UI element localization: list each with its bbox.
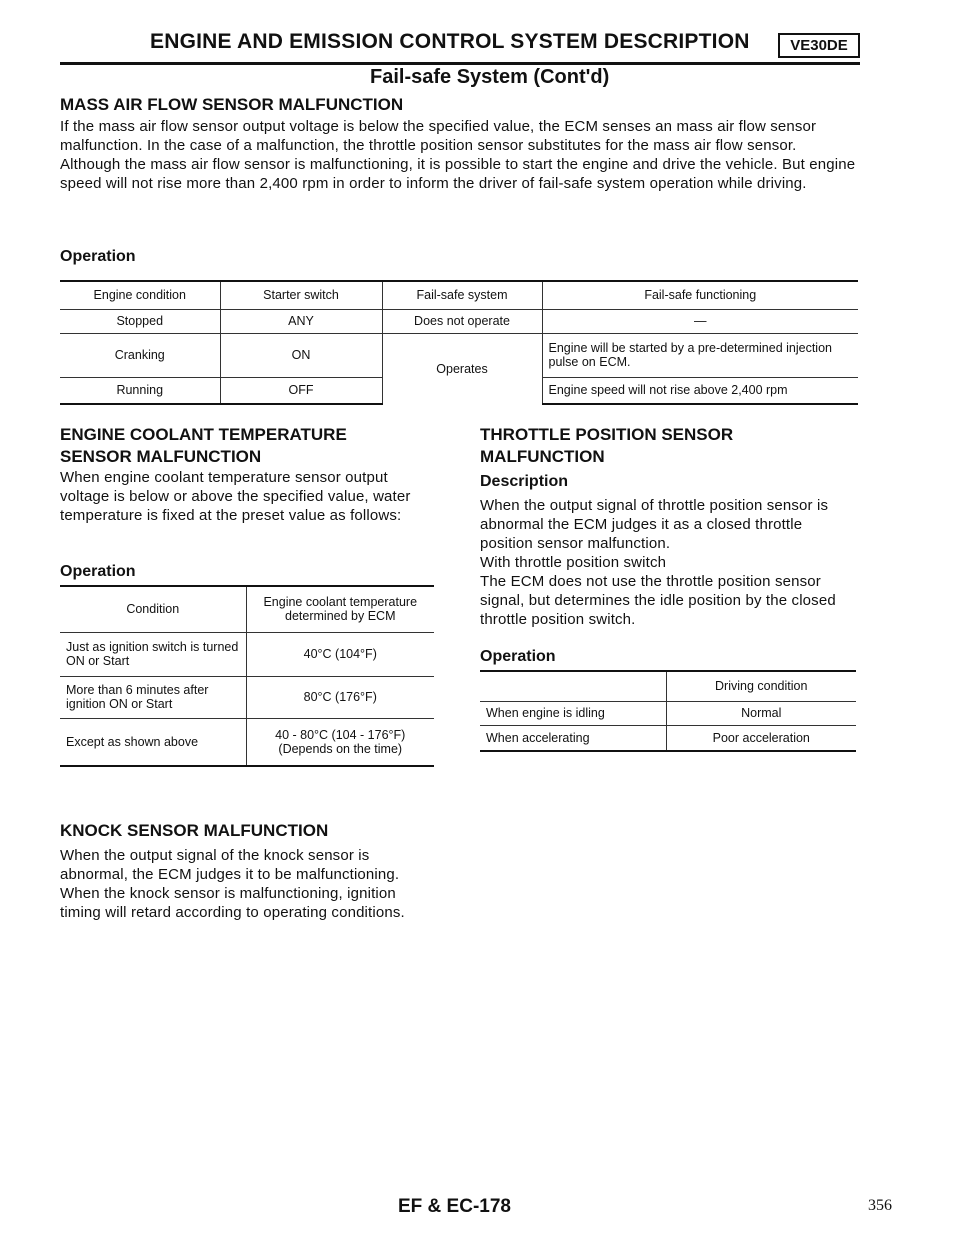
table-cell: Cranking xyxy=(60,333,220,377)
tps-body xyxy=(480,496,858,629)
tps-paragraph-3: The ECM does not use the throttle position sensor signal, but determines the idle position by the closed throttle position switch. xyxy=(480,573,836,628)
table-cell: Poor acceleration xyxy=(666,725,856,751)
table-cell: Engine will be started by a pre-determined injection pulse on ECM. xyxy=(542,333,858,377)
table-row xyxy=(480,701,856,725)
table-row xyxy=(60,333,858,377)
tps-paragraph-2: With throttle position switch xyxy=(480,554,667,571)
tps-heading xyxy=(480,424,733,468)
ect-paragraph: When engine coolant temperature sensor output voltage is below or above the specified value, water temperature is fixed at the preset value as follows: xyxy=(60,469,411,524)
table-cell: When accelerating xyxy=(480,725,666,751)
table-cell: When engine is idling xyxy=(480,701,666,725)
page-subtitle: Fail-safe System (Cont'd) xyxy=(370,66,610,88)
ect-heading-line-1: ENGINE COOLANT TEMPERATURE xyxy=(60,425,347,444)
table-row xyxy=(60,309,858,333)
tps-operation-heading: Operation xyxy=(480,648,556,665)
table-row xyxy=(60,632,434,676)
maf-heading: MASS AIR FLOW SENSOR MALFUNCTION xyxy=(60,95,404,114)
table-cell: — xyxy=(542,309,858,333)
maf-paragraph-1: If the mass air flow sensor output voltage is below the specified value, the ECM senses an mass air flow sensor malfunction. In the case of a malfunction, the throttle position sensor substitutes for the mass air flow sensor. xyxy=(60,118,817,154)
maf-operation-table xyxy=(60,280,858,405)
table-cell: Running xyxy=(60,377,220,404)
table-cell: Except as shown above xyxy=(60,718,246,766)
ect-heading xyxy=(60,424,347,468)
table-cell: Normal xyxy=(666,701,856,725)
tps-heading-line-1: THROTTLE POSITION SENSOR xyxy=(480,425,734,444)
table-cell: More than 6 minutes after ignition ON or Start xyxy=(60,676,246,718)
table-cell: ON xyxy=(220,333,382,377)
table-cell: Engine speed will not rise above 2,400 rpm xyxy=(542,377,858,404)
table-header-cell: Fail-safe functioning xyxy=(542,281,858,309)
table-cell: 40 - 80°C (104 - 176°F) (Depends on the time) xyxy=(246,718,434,766)
table-cell: 80°C (176°F) xyxy=(246,676,434,718)
table-header-cell: Condition xyxy=(60,586,246,632)
header-rule xyxy=(60,62,860,65)
table-header-cell: Engine condition xyxy=(60,281,220,309)
tps-paragraph-1: When the output signal of throttle position sensor is abnormal the ECM judges it as a closed throttle position sensor malfunction. xyxy=(480,497,829,552)
maf-operation-heading: Operation xyxy=(60,248,136,265)
table-cell: Stopped xyxy=(60,309,220,333)
knock-paragraph: When the output signal of the knock sensor is abnormal, the ECM judges it to be malfunctioning. When the knock sensor is malfunctioning, ignition timing will retard according to operating conditions. xyxy=(60,847,405,921)
maf-paragraph-2: Although the mass air flow sensor is malfunctioning, it is possible to start the engine and drive the vehicle. But engine speed will not rise more than 2,400 rpm in order to inform the driver of fail-safe system operation while driving. xyxy=(60,156,856,192)
engine-code-badge: VE30DE xyxy=(778,33,860,58)
table-header-cell: Starter switch xyxy=(220,281,382,309)
table-row xyxy=(480,725,856,751)
table-cell: Operates xyxy=(382,333,542,404)
table-row xyxy=(60,718,434,766)
tps-heading-line-2: MALFUNCTION xyxy=(480,447,605,466)
maf-body xyxy=(60,117,860,193)
ect-heading-line-2: SENSOR MALFUNCTION xyxy=(60,447,262,466)
table-cell: ANY xyxy=(220,309,382,333)
table-cell: Just as ignition switch is turned ON or Start xyxy=(60,632,246,676)
knock-heading: KNOCK SENSOR MALFUNCTION xyxy=(60,821,329,840)
ect-operation-heading: Operation xyxy=(60,563,136,580)
table-header-cell: Engine coolant temperature determined by ECM xyxy=(246,586,434,632)
table-cell: OFF xyxy=(220,377,382,404)
table-cell: Does not operate xyxy=(382,309,542,333)
table-cell: 40°C (104°F) xyxy=(246,632,434,676)
tps-description-heading: Description xyxy=(480,473,569,490)
table-header-cell: Driving condition xyxy=(666,671,856,701)
section-id: EF & EC-178 xyxy=(398,1196,511,1217)
table-header-row xyxy=(60,586,434,632)
table-header-row xyxy=(60,281,858,309)
table-row xyxy=(60,676,434,718)
ect-operation-table xyxy=(60,585,434,767)
tps-operation-table xyxy=(480,670,856,752)
page-title: ENGINE AND EMISSION CONTROL SYSTEM DESCRIPTION xyxy=(150,30,750,53)
table-header-row xyxy=(480,671,856,701)
table-header-cell: Fail-safe system xyxy=(382,281,542,309)
page-number: 356 xyxy=(868,1197,892,1214)
table-header-cell xyxy=(480,671,666,701)
